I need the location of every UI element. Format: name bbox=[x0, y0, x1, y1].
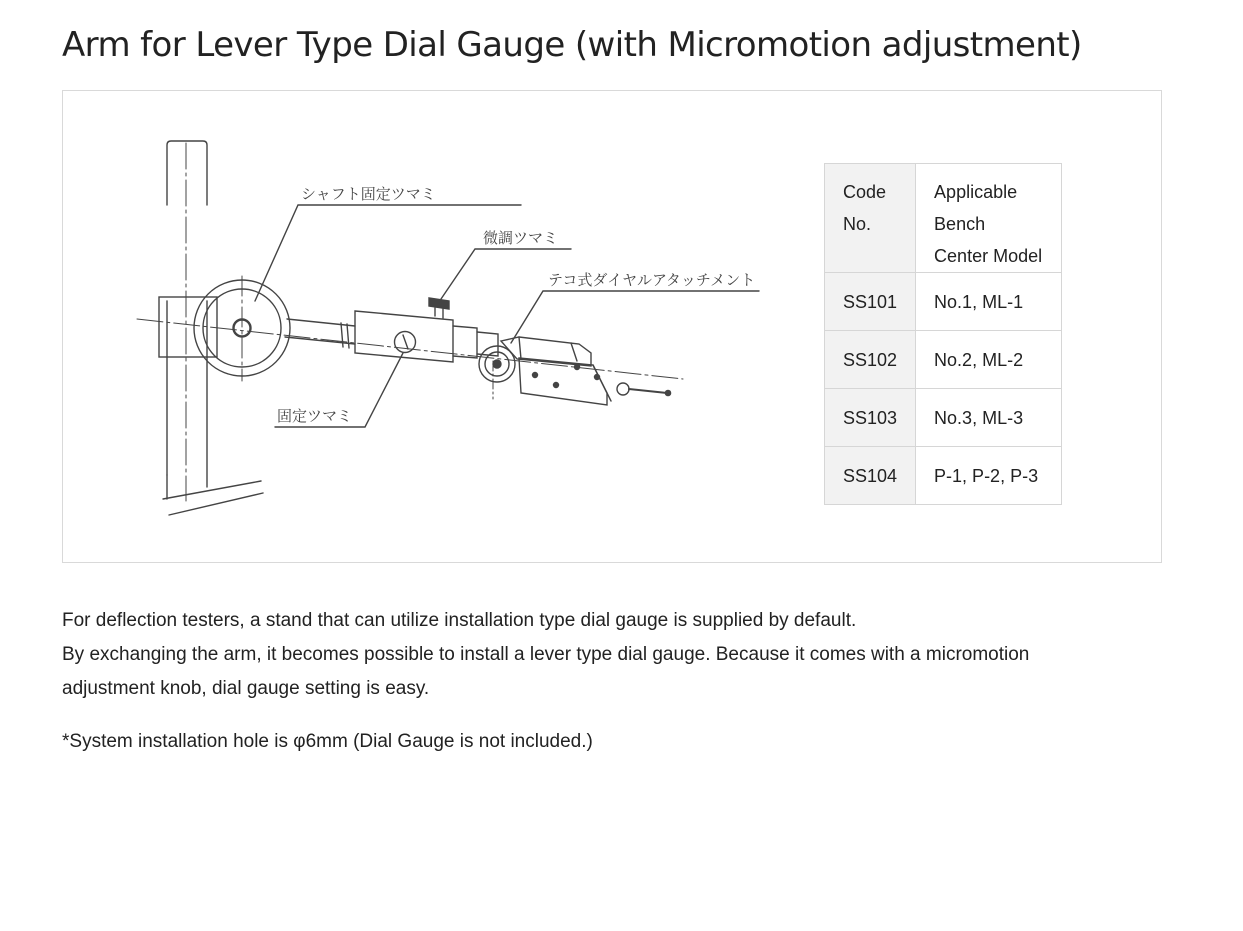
cell-code: SS101 bbox=[825, 273, 916, 331]
table-row bbox=[825, 273, 1062, 331]
page-title: Arm for Lever Type Dial Gauge (with Micromotion adjustment) bbox=[62, 25, 1082, 65]
post bbox=[167, 141, 207, 487]
description-line-1: For deflection testers, a stand that can utilize installation type dial gauge is supplied by default. bbox=[62, 610, 857, 631]
leader-shaft-knob bbox=[255, 205, 521, 301]
header-model-line1: Applicable Bench bbox=[934, 182, 1018, 234]
arm-rod bbox=[285, 319, 355, 344]
callout-fine-knob: 微調ツマミ bbox=[483, 229, 559, 247]
fine-knob bbox=[429, 298, 449, 309]
header-model-line2: Center Model bbox=[934, 246, 1043, 266]
table-row bbox=[825, 447, 1062, 505]
leader-attachment bbox=[511, 291, 759, 343]
cell-code: SS104 bbox=[825, 447, 916, 505]
dial-gauge-arm-drawing bbox=[123, 131, 783, 531]
table-header-row bbox=[825, 164, 1062, 273]
cell-model: No.2, ML-2 bbox=[916, 331, 1062, 389]
cell-model: No.1, ML-1 bbox=[916, 273, 1062, 331]
description-line-2: By exchanging the arm, it becomes possible to install a lever type dial gauge. Because it comes with a micromotion bbox=[62, 644, 1030, 665]
callout-fix-knob: 固定ツマミ bbox=[277, 407, 353, 425]
callout-shaft-knob: シャフト固定ツマミ bbox=[301, 185, 436, 203]
header-code: Code No. bbox=[825, 164, 916, 273]
table-row bbox=[825, 331, 1062, 389]
table-row bbox=[825, 389, 1062, 447]
cell-model: P-1, P-2, P-3 bbox=[916, 447, 1062, 505]
cell-code: SS102 bbox=[825, 331, 916, 389]
callout-attachment: テコ式ダイヤルアタッチメント bbox=[548, 271, 756, 289]
spec-table bbox=[824, 163, 1062, 505]
cell-code: SS103 bbox=[825, 389, 916, 447]
description bbox=[62, 604, 1122, 706]
figure-container bbox=[62, 90, 1162, 563]
cell-model: No.3, ML-3 bbox=[916, 389, 1062, 447]
stylus bbox=[629, 389, 667, 393]
description-line-3: adjustment knob, dial gauge setting is easy. bbox=[62, 678, 430, 699]
installation-note: *System installation hole is φ6mm (Dial Gauge is not included.) bbox=[62, 731, 593, 752]
header-model bbox=[916, 164, 1062, 273]
base bbox=[163, 475, 263, 515]
